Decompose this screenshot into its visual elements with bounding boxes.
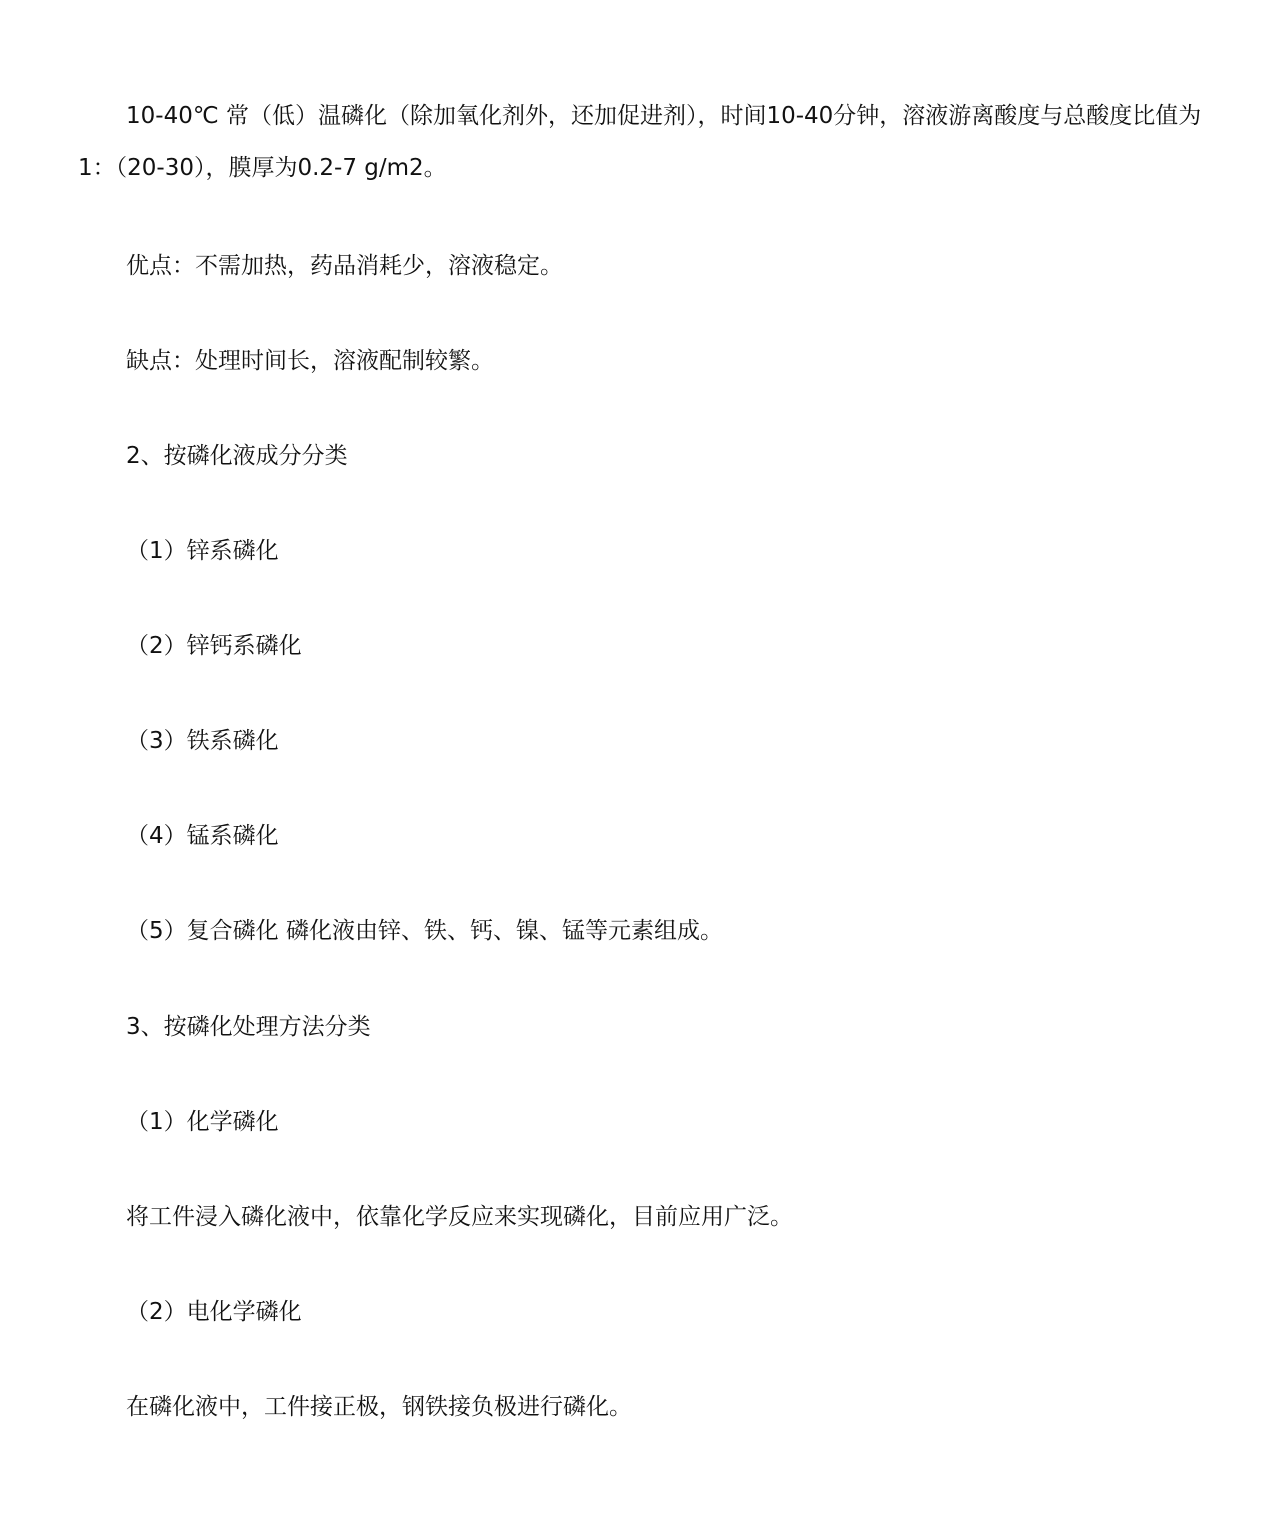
list-item-iron: （3）铁系磷化 <box>126 728 279 754</box>
paragraph-advantages: 优点：不需加热，药品消耗少，溶液稳定。 <box>126 253 563 279</box>
section-heading-by-method: 3、按磷化处理方法分类 <box>126 1014 371 1040</box>
list-item-zinc: （1）锌系磷化 <box>126 538 279 564</box>
list-item-manganese: （4）锰系磷化 <box>126 823 279 849</box>
paragraph-chemical-description: 将工件浸入磷化液中，依靠化学反应来实现磷化，目前应用广泛。 <box>126 1204 793 1230</box>
paragraph-disadvantages: 缺点：处理时间长，溶液配制较繁。 <box>126 348 494 374</box>
list-item-zinc-calcium: （2）锌钙系磷化 <box>126 633 302 659</box>
list-item-composite: （5）复合磷化 磷化液由锌、铁、钙、镍、锰等元素组成。 <box>126 918 723 944</box>
paragraph-low-temp-phosphating <box>78 90 1218 194</box>
section-heading-by-composition: 2、按磷化液成分分类 <box>126 443 348 469</box>
paragraph-text: 10-40℃ 常（低）温磷化（除加氧化剂外，还加促进剂），时间10-40分钟，溶液游离酸度与总酸度比值为1：（20-30），膜厚为0.2-7 g/m2。 <box>78 103 1202 181</box>
paragraph-electrochemical-description: 在磷化液中，工件接正极，钢铁接负极进行磷化。 <box>126 1394 632 1420</box>
list-item-chemical: （1）化学磷化 <box>126 1109 279 1135</box>
list-item-electrochemical: （2）电化学磷化 <box>126 1299 302 1325</box>
